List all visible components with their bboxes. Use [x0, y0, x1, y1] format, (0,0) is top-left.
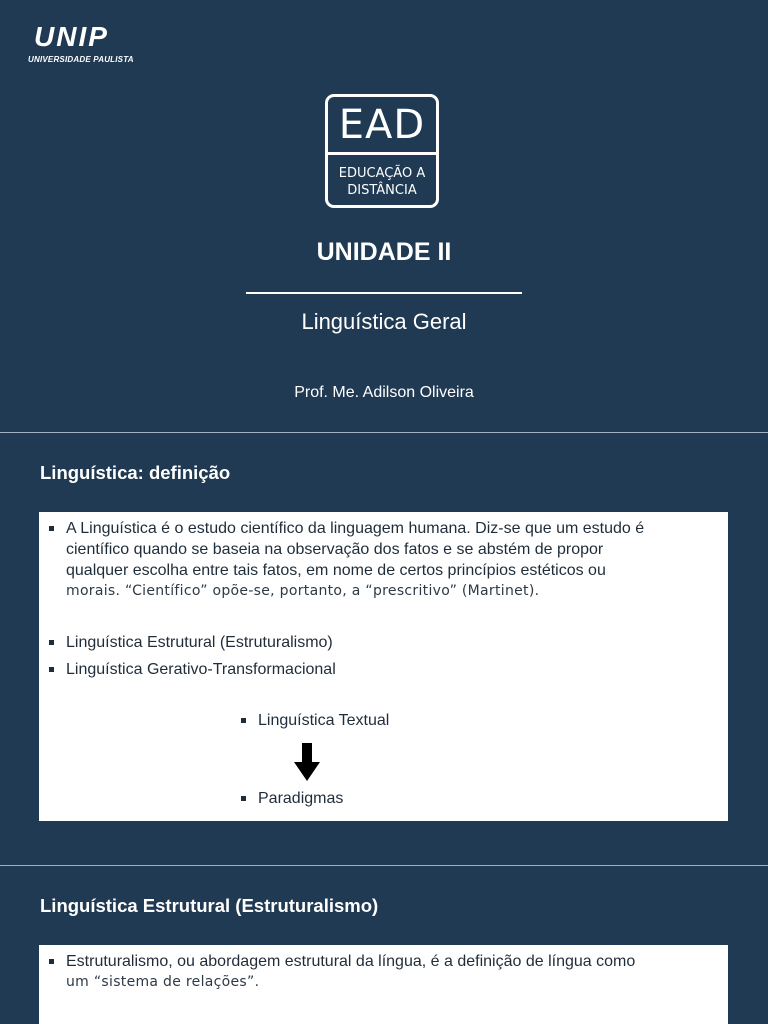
- title-divider: [246, 292, 522, 294]
- ead-badge: [325, 94, 439, 208]
- definition-line-2: científico quando se baseia na observação dos fatos e se abstém de propor: [66, 541, 604, 558]
- bullet-square-icon: [49, 640, 54, 645]
- bullet-square-icon: [49, 526, 54, 531]
- bullet-textual: [241, 710, 541, 731]
- structuralism-line-2: um “sistema de relações”.: [66, 974, 260, 990]
- bullet-structuralism: [49, 951, 719, 993]
- ead-badge-rule: [328, 152, 436, 155]
- definition-line-3: qualquer escolha entre tais fatos, em nome de certos princípios estéticos ou: [66, 562, 606, 579]
- bullet-structural: [49, 632, 719, 653]
- unip-logo-text: UNIP: [34, 21, 109, 52]
- bullet-definition: [49, 518, 719, 602]
- ead-badge-line2: DISTÂNCIA: [347, 183, 417, 198]
- slide3-heading: Linguística Estrutural (Estruturalismo): [40, 895, 379, 916]
- item-paradigms: Paradigmas: [258, 790, 344, 807]
- bullet-square-icon: [241, 796, 246, 801]
- item-structural: Linguística Estrutural (Estruturalismo): [66, 634, 333, 651]
- bullet-square-icon: [241, 718, 246, 723]
- definition-line-4: morais. “Científico” opõe-se, portanto, a “prescritivo” (Martinet).: [66, 583, 540, 599]
- bullet-generative: [49, 659, 719, 680]
- unit-title: UNIDADE II: [316, 238, 452, 266]
- unip-logo: [28, 22, 134, 64]
- definition-line-1: A Linguística é o estudo científico da linguagem humana. Diz-se que um estudo é: [66, 520, 645, 537]
- slide-divider: [0, 865, 768, 866]
- slide-divider: [0, 432, 768, 433]
- ead-badge-main: EAD: [338, 102, 426, 148]
- structuralism-line-1: Estruturalismo, ou abordagem estrutural da língua, é a definição de língua como: [66, 953, 636, 970]
- item-textual: Linguística Textual: [258, 712, 390, 729]
- item-generative: Linguística Gerativo-Transformacional: [66, 661, 336, 678]
- slide3-content-box: [39, 945, 728, 1024]
- ead-badge-caption: [328, 165, 436, 199]
- bullet-square-icon: [49, 959, 54, 964]
- slide2-content-box: [39, 512, 728, 821]
- slide2-heading: Linguística: definição: [40, 462, 231, 483]
- unip-logo-subtext: UNIVERSIDADE PAULISTA: [28, 55, 134, 64]
- arrow-down-icon: [293, 742, 321, 782]
- ead-badge-line1: EDUCAÇÃO A: [338, 166, 426, 181]
- bullet-paradigms: [241, 788, 541, 809]
- title-slide: [0, 0, 768, 432]
- course-title: Linguística Geral: [301, 309, 467, 334]
- professor-name: Prof. Me. Adilson Oliveira: [294, 384, 474, 401]
- bullet-square-icon: [49, 667, 54, 672]
